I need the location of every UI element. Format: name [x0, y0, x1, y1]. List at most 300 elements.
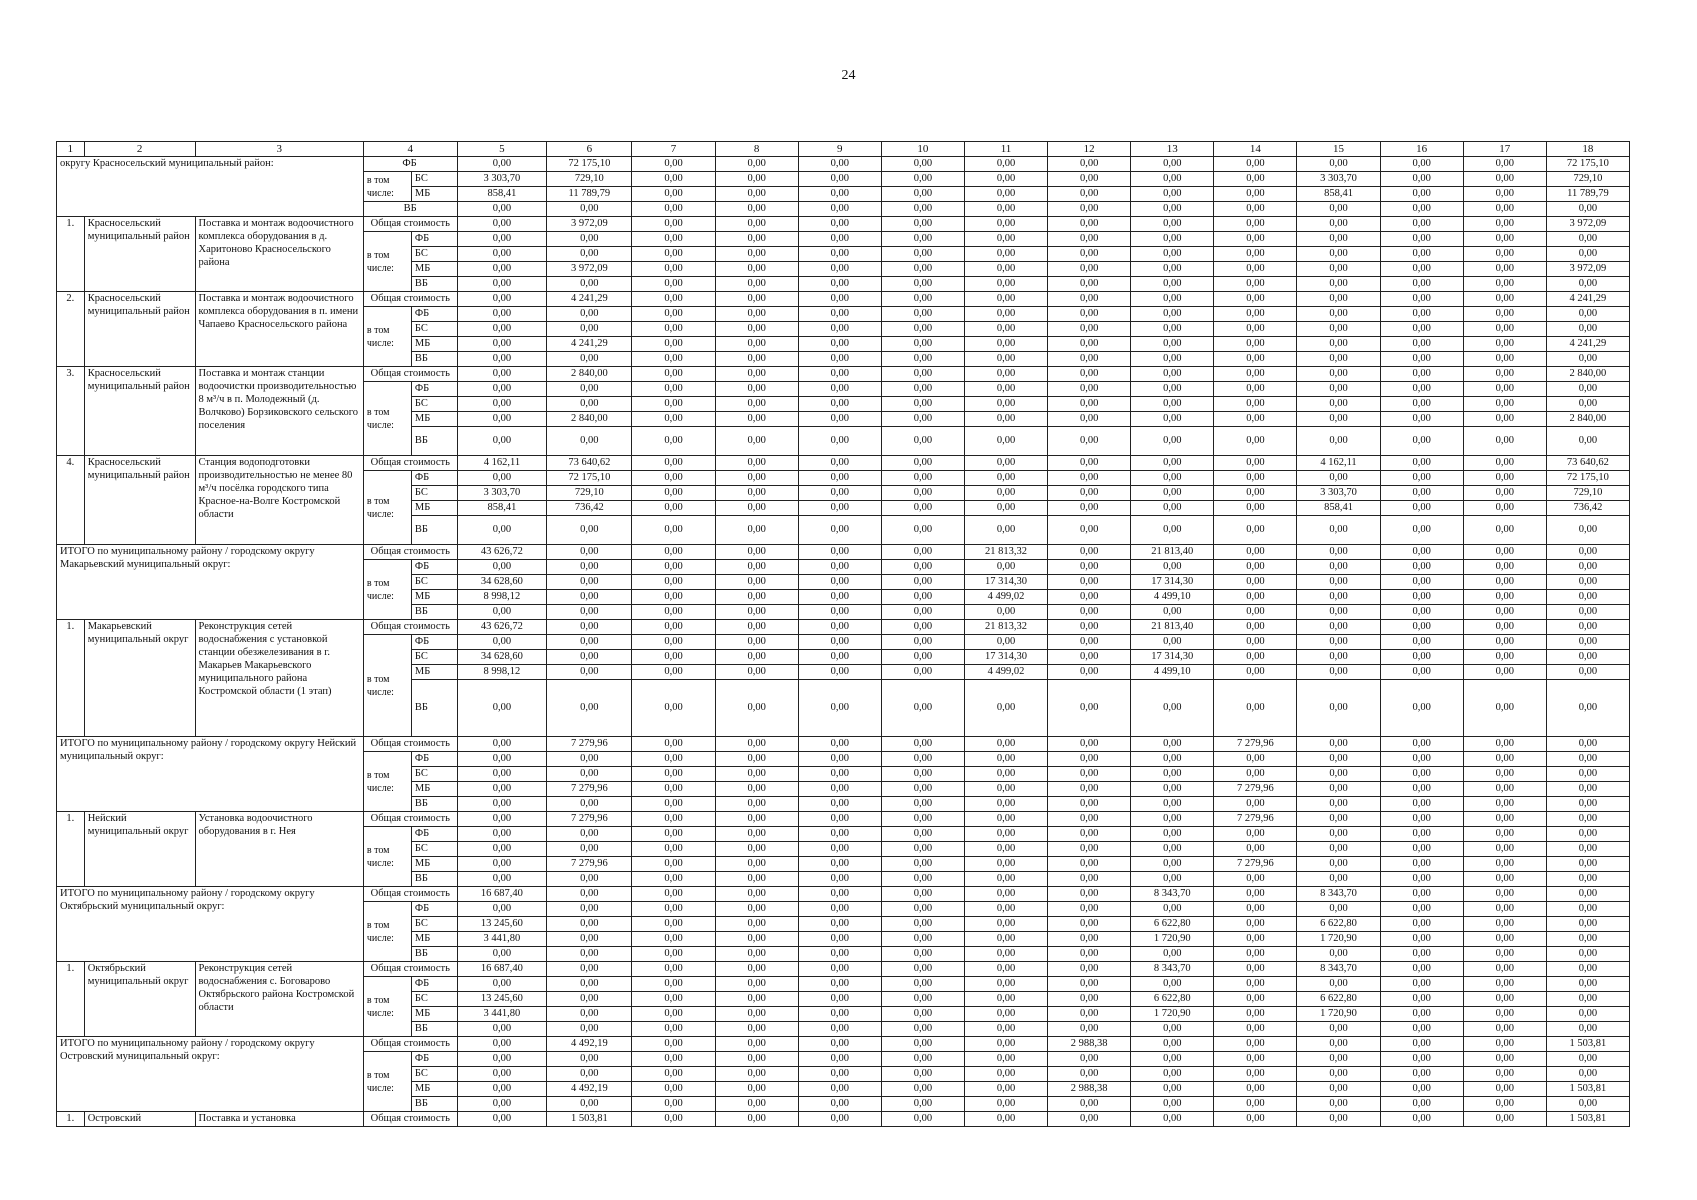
value-cell: 0,00: [881, 322, 964, 337]
value-cell: 0,00: [964, 1037, 1047, 1052]
value-cell: 0,00: [1463, 872, 1546, 887]
value-cell: 0,00: [881, 545, 964, 560]
value-cell: 0,00: [715, 575, 798, 590]
value-cell: 0,00: [547, 382, 632, 397]
value-cell: 0,00: [1380, 1052, 1463, 1067]
value-cell: 4 241,29: [1546, 292, 1629, 307]
value-cell: 0,00: [1380, 752, 1463, 767]
value-cell: 0,00: [1546, 545, 1629, 560]
value-cell: 0,00: [881, 737, 964, 752]
value-cell: 0,00: [798, 605, 881, 620]
value-cell: 0,00: [881, 872, 964, 887]
value-cell: 0,00: [632, 367, 715, 382]
table-row: [57, 812, 1630, 827]
value-cell: 0,00: [1048, 412, 1131, 427]
funding-source-label: ВБ: [411, 797, 457, 812]
value-cell: 16 687,40: [457, 887, 547, 902]
value-cell: 0,00: [964, 1052, 1047, 1067]
value-cell: 0,00: [1297, 827, 1380, 842]
value-cell: 0,00: [1463, 397, 1546, 412]
funding-source-label: МБ: [411, 262, 457, 277]
funding-source-label: МБ: [411, 501, 457, 516]
value-cell: 0,00: [1048, 737, 1131, 752]
value-cell: 0,00: [457, 560, 547, 575]
value-cell: 0,00: [881, 471, 964, 486]
value-cell: 0,00: [798, 1097, 881, 1112]
value-cell: 0,00: [715, 486, 798, 501]
value-cell: 0,00: [798, 352, 881, 367]
value-cell: 0,00: [1048, 1022, 1131, 1037]
value-cell: 729,10: [547, 486, 632, 501]
value-cell: 0,00: [1463, 857, 1546, 872]
value-cell: 0,00: [1131, 605, 1214, 620]
value-cell: 0,00: [1214, 397, 1297, 412]
value-cell: 0,00: [1380, 917, 1463, 932]
value-cell: 0,00: [798, 590, 881, 605]
value-cell: 0,00: [1297, 217, 1380, 232]
funding-source-label: МБ: [411, 665, 457, 680]
value-cell: 0,00: [881, 887, 964, 902]
value-cell: 0,00: [1048, 650, 1131, 665]
value-cell: 0,00: [1214, 977, 1297, 992]
value-cell: 0,00: [1380, 635, 1463, 650]
value-cell: 0,00: [1048, 322, 1131, 337]
value-cell: 0,00: [1463, 1097, 1546, 1112]
value-cell: 0,00: [1048, 1052, 1131, 1067]
value-cell: 0,00: [1380, 902, 1463, 917]
value-cell: 0,00: [1214, 1052, 1297, 1067]
value-cell: 0,00: [547, 827, 632, 842]
value-cell: 0,00: [715, 1052, 798, 1067]
item-description: Поставка и монтаж станции водоочистки производительностью 8 м³/ч в п. Молодежный (д. Волчково) Борзиковского сельского поселения: [195, 367, 363, 456]
value-cell: 0,00: [1463, 782, 1546, 797]
value-cell: 0,00: [457, 157, 547, 172]
value-cell: 0,00: [1297, 367, 1380, 382]
value-cell: 0,00: [798, 277, 881, 292]
value-cell: 0,00: [1131, 560, 1214, 575]
value-cell: 0,00: [547, 752, 632, 767]
funding-source-label: ФБ: [363, 157, 457, 172]
value-cell: 0,00: [1131, 292, 1214, 307]
incl-label: в том числе:: [363, 827, 411, 887]
value-cell: 0,00: [1463, 1082, 1546, 1097]
value-cell: 0,00: [964, 1022, 1047, 1037]
total-cost-label: Общая стоимость: [363, 887, 457, 902]
column-number: 18: [1546, 142, 1629, 157]
value-cell: 0,00: [457, 202, 547, 217]
value-cell: 736,42: [1546, 501, 1629, 516]
value-cell: 0,00: [1214, 752, 1297, 767]
value-cell: 0,00: [1297, 665, 1380, 680]
value-cell: 0,00: [1214, 172, 1297, 187]
value-cell: 0,00: [1463, 767, 1546, 782]
total-title: ИТОГО по муниципальному району / городскому округу Островский муниципальный округ:: [57, 1037, 364, 1112]
funding-source-label: ФБ: [411, 560, 457, 575]
value-cell: 0,00: [1131, 872, 1214, 887]
value-cell: 0,00: [1463, 605, 1546, 620]
item-district: Островский: [84, 1112, 195, 1127]
value-cell: 1 503,81: [1546, 1037, 1629, 1052]
funding-source-label: БС: [411, 917, 457, 932]
column-number: 10: [881, 142, 964, 157]
value-cell: 3 972,09: [1546, 217, 1629, 232]
value-cell: 0,00: [715, 247, 798, 262]
value-cell: 0,00: [1214, 456, 1297, 471]
value-cell: 0,00: [715, 797, 798, 812]
value-cell: 0,00: [798, 902, 881, 917]
funding-source-label: ФБ: [411, 471, 457, 486]
budget-table: [56, 141, 1630, 1127]
value-cell: 0,00: [715, 202, 798, 217]
column-number: 5: [457, 142, 547, 157]
value-cell: 0,00: [1546, 605, 1629, 620]
value-cell: 0,00: [1131, 797, 1214, 812]
item-description: Установка водоочистного оборудования в г. Нея: [195, 812, 363, 887]
funding-source-label: ФБ: [411, 827, 457, 842]
value-cell: 0,00: [1546, 887, 1629, 902]
value-cell: 0,00: [1463, 187, 1546, 202]
value-cell: 72 175,10: [1546, 471, 1629, 486]
value-cell: 0,00: [457, 902, 547, 917]
value-cell: 0,00: [798, 1007, 881, 1022]
value-cell: 0,00: [881, 1112, 964, 1127]
value-cell: 0,00: [881, 1082, 964, 1097]
value-cell: 0,00: [964, 322, 1047, 337]
value-cell: 0,00: [1297, 842, 1380, 857]
value-cell: 0,00: [1297, 605, 1380, 620]
incl-label: в том числе:: [363, 1052, 411, 1112]
value-cell: 0,00: [1546, 590, 1629, 605]
value-cell: 0,00: [1380, 337, 1463, 352]
value-cell: 17 314,30: [964, 575, 1047, 590]
value-cell: 0,00: [715, 545, 798, 560]
value-cell: 0,00: [715, 977, 798, 992]
value-cell: 0,00: [1463, 812, 1546, 827]
value-cell: 0,00: [964, 680, 1047, 737]
value-cell: 0,00: [1131, 307, 1214, 322]
value-cell: 0,00: [881, 842, 964, 857]
value-cell: 0,00: [715, 827, 798, 842]
value-cell: 0,00: [1214, 322, 1297, 337]
value-cell: 72 175,10: [547, 471, 632, 486]
value-cell: 0,00: [1380, 1082, 1463, 1097]
total-cost-label: Общая стоимость: [363, 1037, 457, 1052]
value-cell: 0,00: [632, 397, 715, 412]
value-cell: 0,00: [1463, 752, 1546, 767]
value-cell: 0,00: [1131, 262, 1214, 277]
incl-label: в том числе:: [363, 902, 411, 962]
value-cell: 0,00: [1463, 471, 1546, 486]
value-cell: 0,00: [1546, 902, 1629, 917]
value-cell: 3 972,09: [547, 217, 632, 232]
value-cell: 0,00: [1546, 665, 1629, 680]
value-cell: 0,00: [1297, 812, 1380, 827]
value-cell: 0,00: [1380, 977, 1463, 992]
value-cell: 0,00: [632, 516, 715, 545]
value-cell: 0,00: [1214, 947, 1297, 962]
value-cell: 0,00: [881, 635, 964, 650]
funding-source-label: БС: [411, 322, 457, 337]
value-cell: 0,00: [1546, 977, 1629, 992]
value-cell: 0,00: [715, 307, 798, 322]
value-cell: 73 640,62: [1546, 456, 1629, 471]
value-cell: 0,00: [1214, 307, 1297, 322]
value-cell: 0,00: [798, 157, 881, 172]
value-cell: 0,00: [632, 620, 715, 635]
value-cell: 0,00: [1214, 337, 1297, 352]
value-cell: 0,00: [1297, 1112, 1380, 1127]
item-district: Макарьевский муниципальный округ: [84, 620, 195, 737]
item-description: Реконструкция сетей водоснабжения с установкой станции обезжелезивания в г. Макарьев Макарьевского муниципального района Костромской области (1 этап): [195, 620, 363, 737]
value-cell: 0,00: [715, 367, 798, 382]
value-cell: 0,00: [632, 202, 715, 217]
value-cell: 0,00: [1214, 1007, 1297, 1022]
value-cell: 13 245,60: [457, 917, 547, 932]
value-cell: 0,00: [1131, 1037, 1214, 1052]
value-cell: 0,00: [547, 620, 632, 635]
value-cell: 0,00: [1131, 157, 1214, 172]
value-cell: 0,00: [1380, 471, 1463, 486]
value-cell: 0,00: [798, 516, 881, 545]
value-cell: 0,00: [1380, 217, 1463, 232]
page-number: 24: [841, 68, 856, 83]
value-cell: 0,00: [1048, 247, 1131, 262]
funding-source-label: МБ: [411, 932, 457, 947]
value-cell: 0,00: [964, 1007, 1047, 1022]
value-cell: 0,00: [632, 560, 715, 575]
value-cell: 0,00: [632, 262, 715, 277]
value-cell: 0,00: [1380, 1007, 1463, 1022]
column-number: 6: [547, 142, 632, 157]
value-cell: 4 499,10: [1131, 590, 1214, 605]
value-cell: 0,00: [457, 872, 547, 887]
value-cell: 0,00: [798, 545, 881, 560]
value-cell: 0,00: [715, 516, 798, 545]
value-cell: 1 503,81: [1546, 1112, 1629, 1127]
value-cell: 0,00: [881, 157, 964, 172]
value-cell: 0,00: [1380, 516, 1463, 545]
value-cell: 0,00: [964, 902, 1047, 917]
value-cell: 0,00: [1131, 827, 1214, 842]
value-cell: 3 303,70: [457, 486, 547, 501]
value-cell: 729,10: [547, 172, 632, 187]
value-cell: 0,00: [798, 262, 881, 277]
value-cell: 0,00: [1380, 665, 1463, 680]
value-cell: 0,00: [798, 887, 881, 902]
value-cell: 0,00: [964, 857, 1047, 872]
value-cell: 0,00: [798, 932, 881, 947]
value-cell: 0,00: [1463, 322, 1546, 337]
value-cell: 0,00: [632, 172, 715, 187]
funding-source-label: ФБ: [411, 635, 457, 650]
value-cell: 0,00: [547, 650, 632, 665]
value-cell: 0,00: [798, 412, 881, 427]
value-cell: 0,00: [1214, 247, 1297, 262]
value-cell: 0,00: [881, 247, 964, 262]
item-number: 2.: [57, 292, 85, 367]
value-cell: 0,00: [798, 501, 881, 516]
incl-label: в том числе:: [363, 382, 411, 456]
value-cell: 0,00: [1131, 412, 1214, 427]
value-cell: 0,00: [798, 665, 881, 680]
value-cell: 0,00: [1048, 635, 1131, 650]
value-cell: 0,00: [715, 962, 798, 977]
value-cell: 0,00: [715, 887, 798, 902]
incl-label: в том числе:: [363, 232, 411, 292]
value-cell: 0,00: [1131, 501, 1214, 516]
value-cell: 0,00: [1048, 501, 1131, 516]
column-number: 9: [798, 142, 881, 157]
value-cell: 0,00: [715, 1097, 798, 1112]
value-cell: 0,00: [964, 782, 1047, 797]
value-cell: 0,00: [1546, 752, 1629, 767]
value-cell: 0,00: [1048, 516, 1131, 545]
value-cell: 0,00: [1546, 650, 1629, 665]
value-cell: 0,00: [457, 827, 547, 842]
value-cell: 4 499,02: [964, 665, 1047, 680]
value-cell: 0,00: [964, 337, 1047, 352]
budget-table-container: [56, 141, 1630, 1127]
value-cell: 0,00: [1131, 1097, 1214, 1112]
value-cell: 0,00: [798, 1067, 881, 1082]
value-cell: 0,00: [1297, 545, 1380, 560]
value-cell: 0,00: [547, 992, 632, 1007]
value-cell: 0,00: [798, 962, 881, 977]
value-cell: 0,00: [547, 575, 632, 590]
value-cell: 0,00: [1297, 857, 1380, 872]
value-cell: 0,00: [1297, 322, 1380, 337]
value-cell: 0,00: [1048, 427, 1131, 456]
value-cell: 0,00: [1463, 427, 1546, 456]
funding-source-label: ФБ: [411, 977, 457, 992]
value-cell: 0,00: [964, 812, 1047, 827]
value-cell: 0,00: [1048, 812, 1131, 827]
value-cell: 0,00: [1048, 917, 1131, 932]
value-cell: 0,00: [632, 292, 715, 307]
funding-source-label: МБ: [411, 782, 457, 797]
value-cell: 0,00: [1214, 590, 1297, 605]
value-cell: 7 279,96: [1214, 812, 1297, 827]
value-cell: 0,00: [1546, 1022, 1629, 1037]
value-cell: 0,00: [1546, 827, 1629, 842]
value-cell: 0,00: [547, 665, 632, 680]
value-cell: 0,00: [1048, 782, 1131, 797]
value-cell: 0,00: [1546, 872, 1629, 887]
incl-label: в том числе:: [363, 635, 411, 737]
value-cell: 0,00: [1380, 560, 1463, 575]
value-cell: 0,00: [547, 680, 632, 737]
value-cell: 0,00: [1463, 262, 1546, 277]
value-cell: 0,00: [547, 560, 632, 575]
value-cell: 0,00: [1048, 545, 1131, 560]
value-cell: 0,00: [632, 545, 715, 560]
value-cell: 0,00: [1131, 382, 1214, 397]
value-cell: 0,00: [1463, 545, 1546, 560]
value-cell: 7 279,96: [547, 857, 632, 872]
value-cell: 0,00: [1297, 782, 1380, 797]
value-cell: 0,00: [964, 932, 1047, 947]
value-cell: 0,00: [1048, 277, 1131, 292]
value-cell: 0,00: [1463, 917, 1546, 932]
value-cell: 6 622,80: [1131, 917, 1214, 932]
value-cell: 0,00: [881, 590, 964, 605]
value-cell: 0,00: [1214, 992, 1297, 1007]
value-cell: 0,00: [715, 172, 798, 187]
value-cell: 0,00: [1214, 1097, 1297, 1112]
value-cell: 0,00: [881, 752, 964, 767]
value-cell: 0,00: [881, 977, 964, 992]
value-cell: 0,00: [632, 857, 715, 872]
value-cell: 0,00: [1380, 827, 1463, 842]
value-cell: 0,00: [881, 605, 964, 620]
value-cell: 0,00: [1297, 397, 1380, 412]
table-row: [57, 367, 1630, 382]
value-cell: 0,00: [1131, 1052, 1214, 1067]
value-cell: 0,00: [632, 932, 715, 947]
column-number: 3: [195, 142, 363, 157]
value-cell: 0,00: [715, 812, 798, 827]
value-cell: 0,00: [1048, 486, 1131, 501]
value-cell: 0,00: [1214, 367, 1297, 382]
value-cell: 736,42: [547, 501, 632, 516]
value-cell: 0,00: [881, 217, 964, 232]
value-cell: 0,00: [964, 232, 1047, 247]
value-cell: 0,00: [881, 427, 964, 456]
value-cell: 0,00: [881, 1022, 964, 1037]
value-cell: 72 175,10: [547, 157, 632, 172]
value-cell: 0,00: [547, 1007, 632, 1022]
value-cell: 0,00: [547, 872, 632, 887]
value-cell: 0,00: [1463, 560, 1546, 575]
value-cell: 0,00: [1214, 217, 1297, 232]
value-cell: 0,00: [1214, 382, 1297, 397]
value-cell: 0,00: [1048, 665, 1131, 680]
total-title: ИТОГО по муниципальному району / городскому округу Октябрьский муниципальный округ:: [57, 887, 364, 962]
value-cell: 0,00: [881, 202, 964, 217]
value-cell: 0,00: [1297, 680, 1380, 737]
total-cost-label: Общая стоимость: [363, 620, 457, 635]
value-cell: 0,00: [632, 605, 715, 620]
funding-source-label: ВБ: [411, 352, 457, 367]
value-cell: 0,00: [1297, 560, 1380, 575]
value-cell: 7 279,96: [547, 782, 632, 797]
value-cell: 0,00: [1297, 262, 1380, 277]
value-cell: 7 279,96: [547, 737, 632, 752]
value-cell: 0,00: [964, 962, 1047, 977]
value-cell: 0,00: [964, 412, 1047, 427]
value-cell: 0,00: [632, 217, 715, 232]
funding-source-label: МБ: [411, 590, 457, 605]
value-cell: 0,00: [881, 665, 964, 680]
value-cell: 0,00: [1463, 217, 1546, 232]
value-cell: 0,00: [1214, 962, 1297, 977]
value-cell: 0,00: [1463, 247, 1546, 262]
value-cell: 0,00: [457, 516, 547, 545]
value-cell: 0,00: [964, 397, 1047, 412]
value-cell: 0,00: [547, 887, 632, 902]
funding-source-label: ВБ: [411, 427, 457, 456]
value-cell: 0,00: [632, 277, 715, 292]
value-cell: 0,00: [798, 992, 881, 1007]
value-cell: 2 840,00: [1546, 367, 1629, 382]
value-cell: 0,00: [632, 187, 715, 202]
value-cell: 0,00: [1214, 501, 1297, 516]
value-cell: 0,00: [457, 1037, 547, 1052]
value-cell: 0,00: [1463, 665, 1546, 680]
value-cell: 0,00: [457, 277, 547, 292]
value-cell: 0,00: [632, 650, 715, 665]
value-cell: 0,00: [1214, 1067, 1297, 1082]
